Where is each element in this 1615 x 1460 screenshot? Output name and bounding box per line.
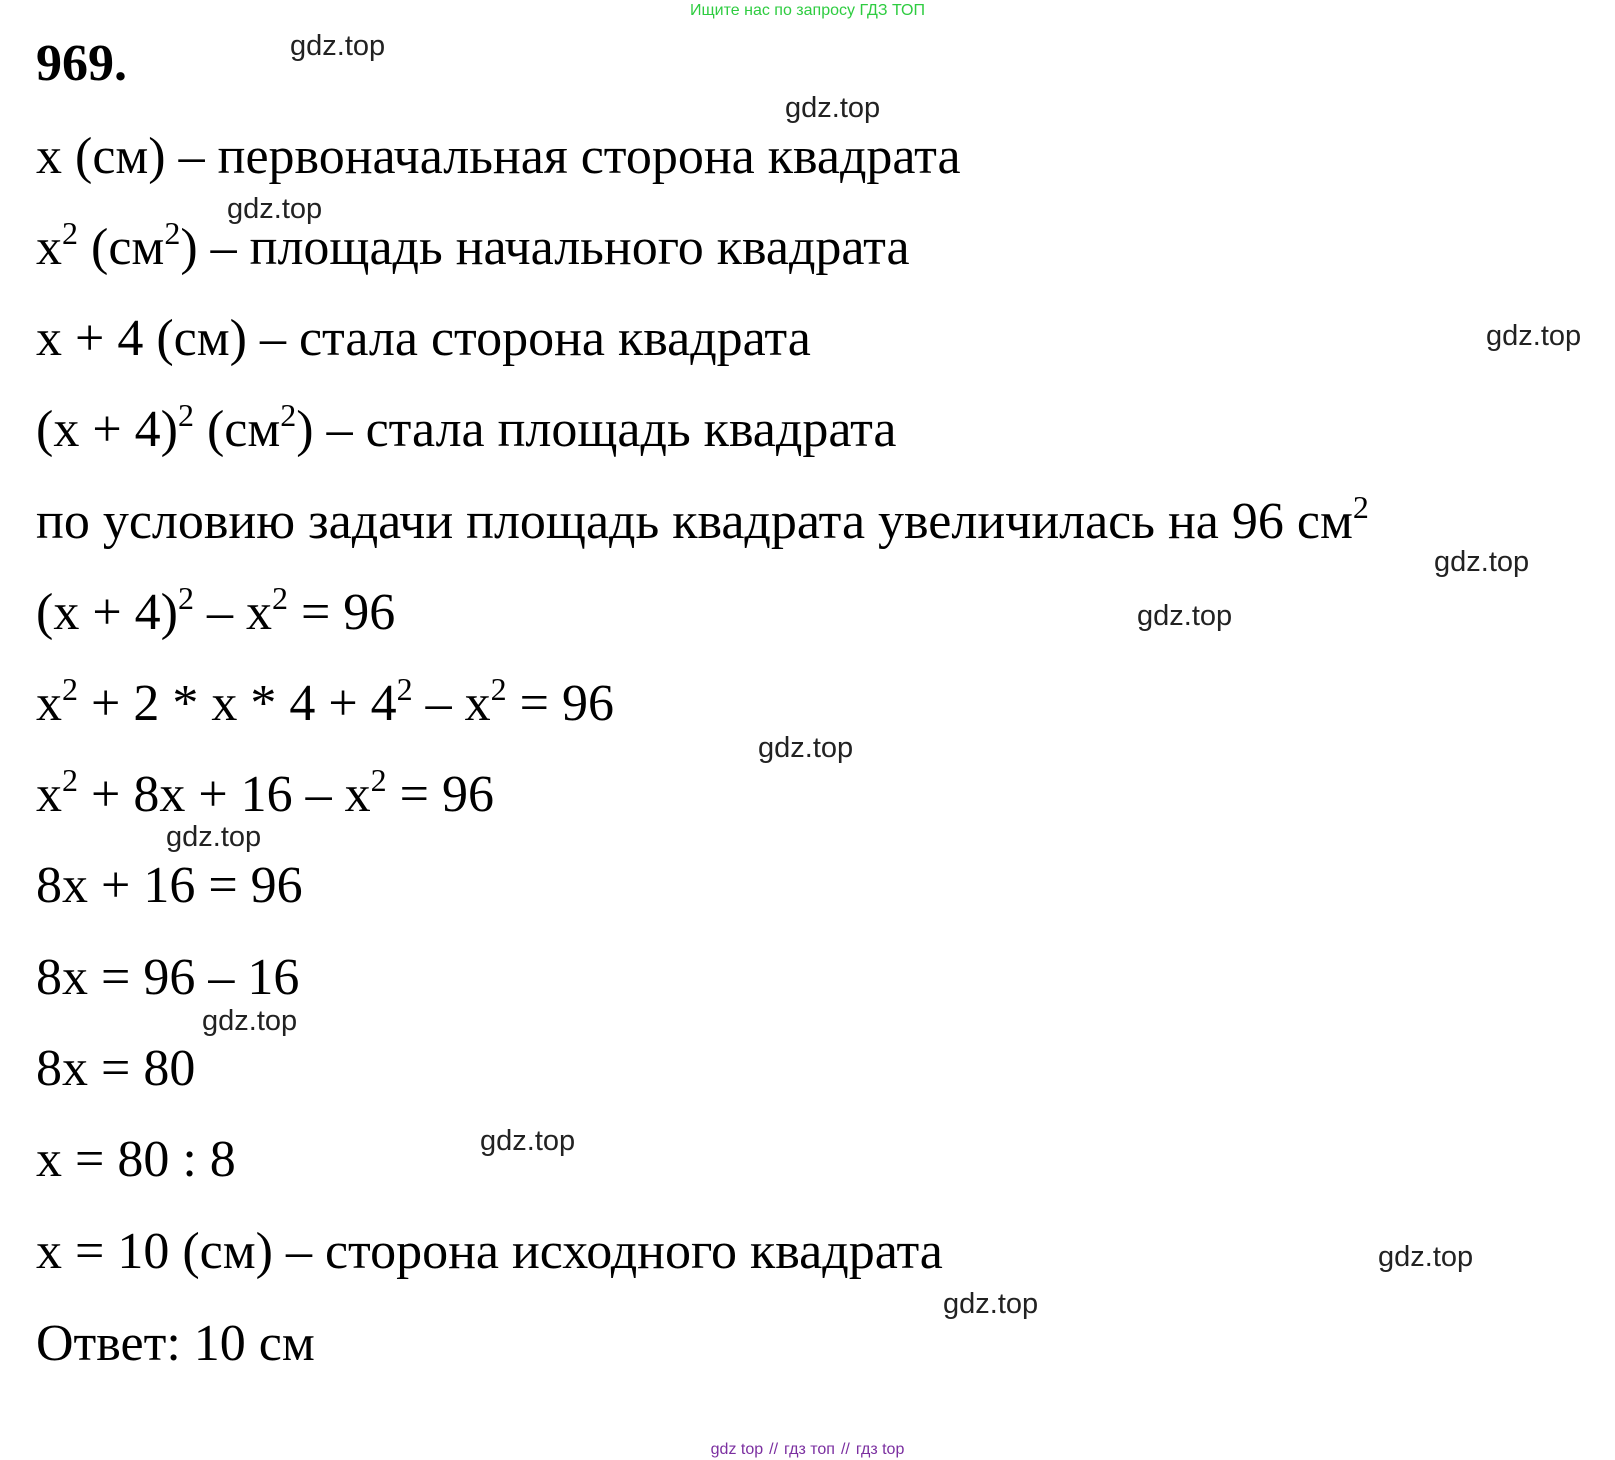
l2-e: ) – площадь начального квадрата <box>180 219 910 276</box>
watermark: gdz.top <box>1486 320 1582 352</box>
watermark: gdz.top <box>480 1125 576 1157</box>
top-banner <box>0 0 1615 22</box>
l6-c: – x <box>193 584 272 641</box>
footer-separator: // <box>769 1441 779 1458</box>
l2-a: x <box>36 219 62 276</box>
l6-e: = 96 <box>287 584 396 641</box>
l7-g: = 96 <box>506 675 614 732</box>
footer-links <box>0 1441 1615 1459</box>
watermark: gdz.top <box>1378 1241 1474 1273</box>
l4-e: ) – стала площадь квадрата <box>296 401 897 458</box>
watermark: gdz.top <box>1434 546 1530 578</box>
l5-b: 2 <box>1352 489 1369 525</box>
solution-line-13: x = 10 (см) – сторона исходного квадрата <box>36 1223 943 1280</box>
l8-c: + 8x + 16 – x <box>78 766 371 823</box>
banner-text: Ищите нас по запросу ГДЗ ТОП <box>690 2 925 19</box>
watermark: gdz.top <box>290 30 386 62</box>
l6-a: (x + 4) <box>36 584 178 641</box>
footer-link-gdz-top-cyr[interactable]: гдз топ <box>784 1441 835 1458</box>
l4-b: 2 <box>177 397 194 433</box>
l7-a: x <box>36 675 62 732</box>
solution-line-3: x + 4 (см) – стала сторона квадрата <box>36 310 811 367</box>
solution-line-10: 8x = 96 – 16 <box>36 949 300 1006</box>
l7-d: 2 <box>396 671 413 707</box>
solution-line-12: x = 80 : 8 <box>36 1131 236 1188</box>
solution-line-11: 8x = 80 <box>36 1040 196 1097</box>
l6-d: 2 <box>271 580 288 616</box>
watermark: gdz.top <box>943 1288 1039 1320</box>
solution-line-4 <box>36 397 897 458</box>
solution-line-9: 8x + 16 = 96 <box>36 857 303 914</box>
solution-line-1: x (см) – первоначальная сторона квадрата <box>36 128 961 185</box>
solution-line-5 <box>36 489 1369 550</box>
solution-line-7 <box>36 671 614 732</box>
l4-c: (см <box>193 401 281 458</box>
l4-d: 2 <box>280 397 297 433</box>
l6-b: 2 <box>177 580 194 616</box>
watermark: gdz.top <box>166 821 262 853</box>
watermark: gdz.top <box>1137 600 1233 632</box>
watermark: gdz.top <box>202 1005 298 1037</box>
l8-e: = 96 <box>386 766 494 823</box>
l2-b: 2 <box>62 215 78 251</box>
footer-separator: // <box>840 1441 850 1458</box>
l4-a: (x + 4) <box>36 401 178 458</box>
l7-c: + 2 * x * 4 + 4 <box>78 675 397 732</box>
l7-f: 2 <box>490 671 507 707</box>
footer-link-gdz-top-mixed[interactable]: гдз top <box>855 1441 905 1458</box>
l7-b: 2 <box>62 671 78 707</box>
l2-c: (см <box>78 219 165 276</box>
solution-line-6 <box>36 580 396 641</box>
solution-line-2 <box>36 215 910 276</box>
l7-e: – x <box>412 675 491 732</box>
l8-a: x <box>36 766 62 823</box>
l8-b: 2 <box>62 762 78 798</box>
solution-line-8 <box>36 762 494 823</box>
footer-link-gdz-top[interactable]: gdz top <box>710 1441 764 1458</box>
watermark: gdz.top <box>227 193 323 225</box>
watermark: gdz.top <box>785 92 881 124</box>
l5-a: по условию задачи площадь квадрата увеличилась на 96 см <box>36 493 1353 550</box>
l8-d: 2 <box>370 762 387 798</box>
answer-line: Ответ: 10 см <box>36 1315 315 1372</box>
watermark: gdz.top <box>758 732 854 764</box>
problem-number: 969. <box>36 35 127 92</box>
l2-d: 2 <box>164 215 181 251</box>
